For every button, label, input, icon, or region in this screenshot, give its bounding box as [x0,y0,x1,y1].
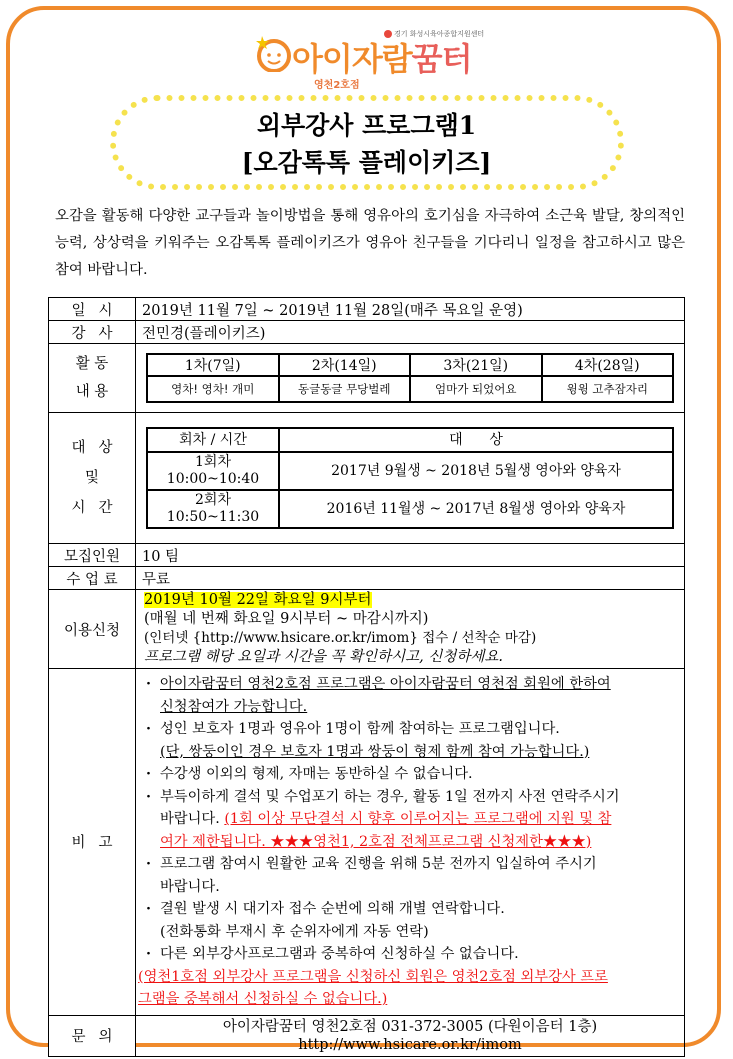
apply-method: (인터넷 {http://www.hsicare.or.kr/imom} 접수 / 선착순 마감) [144,630,537,646]
session-round: 1차(7일) [147,354,279,376]
contact-url[interactable]: http://www.hsicare.or.kr/imom [298,1036,522,1053]
value-instructor: 전민경(플레이키즈) [136,321,685,344]
note-item: · 결원 발생 시 대기자 접수 순번에 의해 개별 연락합니다. [138,898,670,921]
row-fee [49,567,685,590]
label-target: 대 상 및 시 간 [49,413,136,544]
title-sub: [오감톡톡 플레이키즈] [241,148,492,177]
row-activity [49,344,685,413]
header-time: 회차 / 시간 [147,428,279,452]
note-item: · 성인 보호자 1명과 영유아 1명이 함께 참여하는 프로그램입니다. [138,718,670,741]
label-capacity: 모집인원 [49,544,136,567]
session-round: 3차(21일) [410,354,542,376]
row-contact [49,1015,685,1056]
note-item: 바랍니다. [160,878,220,895]
intro-text: 오감을 활동해 다양한 교구들과 놀이방법을 통해 영유아의 호기심을 자극하여 소근육 발달, 창의적인 능력, 상상력을 키워주는 오감톡톡 플레이키즈가 영유아 친구들을 기다리니 일정을 참고하시고 많은 참여 바랍니다. [55,208,685,278]
child-face-icon [252,32,292,72]
target-desc: 2017년 9월생 ~ 2018년 5월생 영아와 양육자 [279,452,673,490]
org-label: 경기 화성시육아종합지원센터 [384,29,484,39]
note-item: · 다른 외부강사프로그램과 중복하여 신청하실 수 없습니다. [138,943,670,966]
note-item: · 부득이하게 결석 및 수업포기 하는 경우, 활동 1일 전까지 사전 연락주시기 [138,786,670,809]
session-title: 영차! 영차! 개미 [147,376,279,402]
row-apply [49,590,685,669]
row-instructor [49,321,685,344]
note-item: · 아이자람꿈터 영천2호점 프로그램은 아이자람꿈터 영천점 회원에 한하여 [138,673,670,696]
label-date: 일 시 [49,298,136,321]
session-round: 2차(14일) [279,354,411,376]
label-apply: 이용신청 [49,590,136,669]
logo-text: 아이자람꿈터 [292,40,472,78]
label-contact: 문 의 [49,1015,136,1056]
value-fee: 무료 [136,567,685,590]
title-main: 외부강사 프로그램1 [256,111,477,140]
note-item: (단, 쌍둥이인 경우 보호자 1명과 쌍둥이 형제 함께 참여 가능합니다.) [160,743,590,760]
notes-list [138,673,670,1011]
label-instructor: 강 사 [49,321,136,344]
label-activity: 활 동 내 용 [49,344,136,413]
logo-branch: 영천2호점 [314,80,360,91]
note-item: · 프로그램 참여시 원활한 교육 진행을 위해 5분 전까지 입실하여 주시기 [138,853,670,876]
contact-phone: 아이자람꿈터 영천2호점 031-372-3005 (다원이음터 1층) [222,1018,598,1035]
round-time: 2회차 10:50~11:30 [147,490,279,528]
row-date [49,298,685,321]
target-table [146,427,674,529]
label-fee: 수 업 료 [49,567,136,590]
apply-schedule: (매월 네 번째 화요일 9시부터 ~ 마감시까지) [144,611,429,627]
activity-table [146,353,674,403]
note-item: 바랍니다. (1회 이상 무단결석 시 향후 이루어지는 프로그램에 지원 및 참 [160,811,612,827]
session-title: 윙윙 고추잠자리 [542,376,674,402]
session-round: 4차(28일) [542,354,674,376]
info-table [48,297,685,1057]
note-item: (영천1호점 외부강사 프로그램을 신청하신 회원은 영천2호점 외부강사 프로 [138,968,608,985]
note-item: (전화통화 부재시 후 순위자에게 자동 연락) [160,923,429,940]
label-notes: 비 고 [49,669,136,1016]
note-item: 그램을 중복해서 신청하실 수 없습니다.) [138,991,388,1007]
target-desc: 2016년 11월생 ~ 2017년 8월생 영아와 양육자 [279,490,673,528]
header-target: 대 상 [279,428,673,452]
value-capacity: 10 팀 [136,544,685,567]
row-notes [49,669,685,1016]
note-item: · 수강생 이외의 형제, 자매는 동반하실 수 없습니다. [138,763,670,786]
session-title: 동글동글 무당벌레 [279,376,411,402]
row-capacity [49,544,685,567]
value-date: 2019년 11월 7일 ~ 2019년 11월 28일(매주 목요일 운영) [136,298,685,321]
note-item: 여가 제한됩니다. ★★★영천1, 2호점 전체프로그램 신청제한★★★) [160,833,592,850]
session-title: 엄마가 되었어요 [410,376,542,402]
row-target [49,413,685,544]
round-time: 1회차 10:00~10:40 [147,452,279,490]
apply-date: 2019년 10월 22일 화요일 9시부터 [144,592,372,608]
logo [248,20,498,90]
note-item: 신청참여가 가능합니다. [160,698,308,715]
apply-notice: 프로그램 해당 요일과 시간을 꼭 확인하시고, 신청하세요. [144,649,504,665]
